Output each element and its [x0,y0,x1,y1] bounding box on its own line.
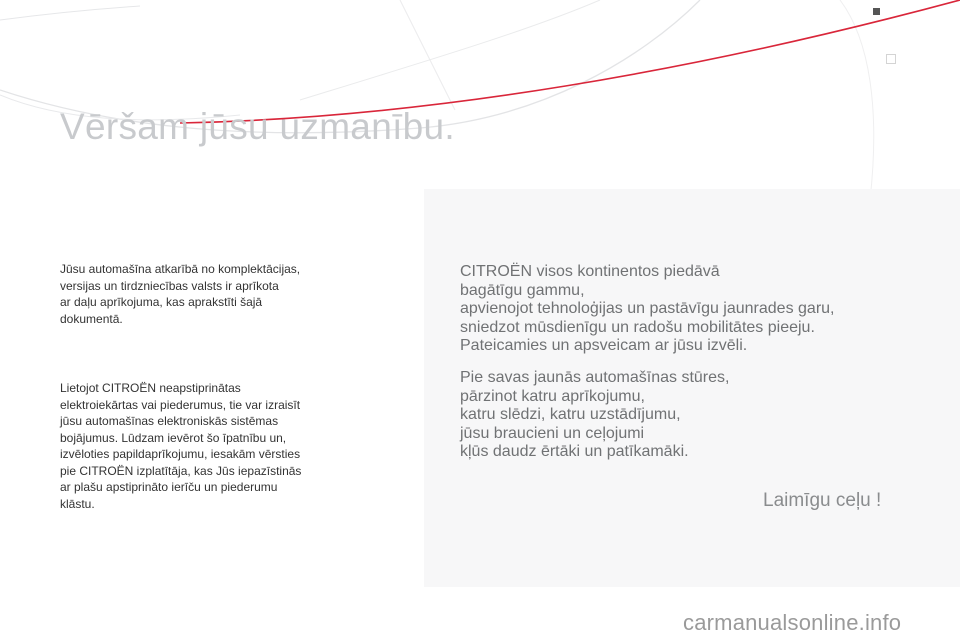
brand-message-paragraph: CITROËN visos kontinentos piedāvā bagātīgu gammu, apvienojot tehnoloģijas un pastāvīgu jaunrades garu, sniedzot mūsdienīgu un radošu mobilitātes pieeju. Pateicamies un apsveicam ar jūsu izvēli. [460,263,835,355]
watermark-text: carmanualsonline.info [683,610,902,635]
corner-outline-box [886,54,896,64]
closing-greeting: Laimīgu ceļu ! [763,490,882,511]
corner-square-mark [873,8,880,15]
driving-message-paragraph: Pie savas jaunās automašīnas stūres, pārzinot katru aprīkojumu, katru slēdzi, katru uzstādījumu, jūsu braucieni un ceļojumi kļūs daudz ērtāki un patīkamāki. [460,369,730,461]
page-title: Vēršam jūsu uzmanību. [60,106,455,147]
accessories-warning-paragraph: Lietojot CITROËN neapstiprinātas elektroiekārtas vai piederumus, tie var izraisīt jūsu automašīnas elektroniskās sistēmas bojājumus. Lūdzam ievērot šo īpatnību un, izvēloties papildaprīkojumu, iesakām vērsties pie CITROËN izplatītāja, kas Jūs iepazīstinās ar plašu apstiprināto ierīču un piederumu klāstu. [60,381,302,511]
intro-paragraph: Jūsu automašīna atkarībā no komplektācijas, versijas un tirdzniecības valsts ir aprīkota ar daļu aprīkojuma, kas aprakstīti šajā dokumentā. [60,262,301,326]
